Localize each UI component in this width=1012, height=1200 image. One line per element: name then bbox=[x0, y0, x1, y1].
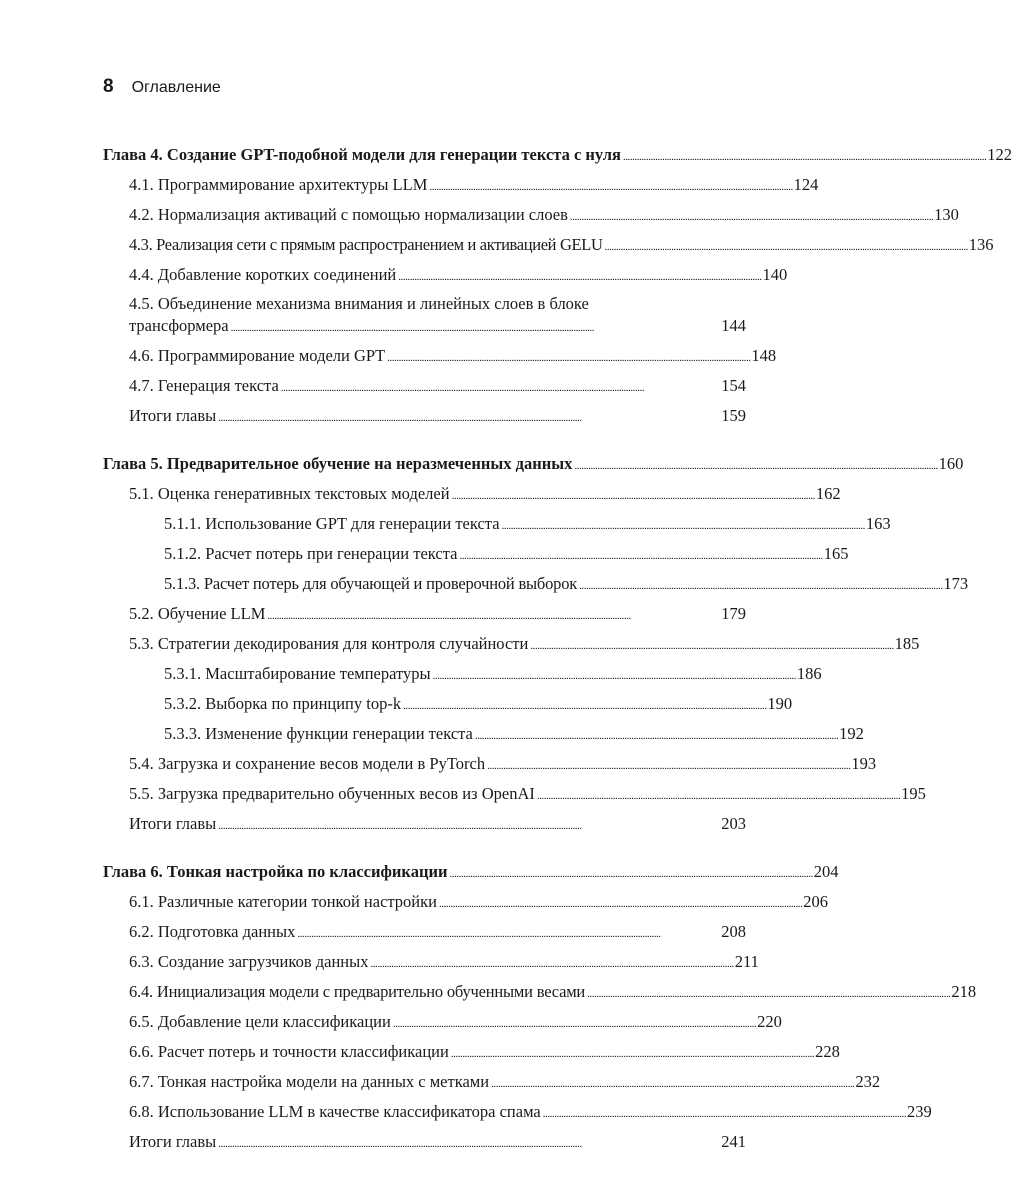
entry-title: Итоги главы bbox=[129, 1132, 217, 1151]
dot-leader bbox=[387, 345, 749, 372]
toc-entry[interactable] bbox=[103, 600, 746, 630]
page-ref: 130 bbox=[934, 205, 959, 224]
dot-leader bbox=[587, 981, 949, 1008]
dot-leader bbox=[218, 405, 719, 432]
dot-leader bbox=[452, 483, 814, 510]
entry-title: 4.3. Реализация сети с прямым распространением и активацией GELU bbox=[129, 235, 603, 254]
chapter-heading[interactable] bbox=[103, 450, 964, 480]
toc-entry[interactable] bbox=[103, 372, 746, 402]
page-ref: 208 bbox=[721, 922, 746, 941]
page-ref: 195 bbox=[901, 784, 926, 803]
entry-title: 5.1.3. Расчет потерь для обучающей и проверочной выборок bbox=[164, 574, 578, 593]
page-ref: 204 bbox=[813, 862, 839, 881]
dot-leader bbox=[297, 921, 719, 948]
page-ref: 190 bbox=[767, 694, 793, 713]
dot-leader bbox=[574, 453, 936, 480]
entry-title: 4.7. Генерация текста bbox=[129, 376, 279, 395]
dot-leader bbox=[579, 573, 941, 600]
toc-entry[interactable] bbox=[103, 540, 849, 570]
toc-entry-wrapped[interactable] bbox=[103, 291, 746, 342]
dot-leader bbox=[449, 861, 811, 888]
page-ref: 228 bbox=[815, 1042, 840, 1061]
entry-title: 5.5. Загрузка предварительно обученных весов из OpenAI bbox=[129, 784, 535, 803]
page-ref: 140 bbox=[762, 265, 788, 284]
entry-title: 4.6. Программирование модели GPT bbox=[129, 346, 386, 365]
toc-entry[interactable] bbox=[103, 810, 746, 840]
dot-leader bbox=[231, 317, 720, 339]
dot-leader bbox=[537, 783, 899, 810]
dot-leader bbox=[433, 663, 795, 690]
page-ref: 136 bbox=[968, 235, 994, 254]
toc-entry[interactable] bbox=[103, 660, 822, 690]
entry-title: 4.4. Добавление коротких соединений bbox=[129, 265, 397, 284]
toc-entry[interactable] bbox=[103, 402, 746, 432]
page-ref: 179 bbox=[721, 604, 746, 623]
chapter-4 bbox=[103, 141, 1012, 432]
entry-title: 5.1.1. Использование GPT для генерации текста bbox=[164, 514, 500, 533]
entry-title: 5.3.3. Изменение функции генерации текста bbox=[164, 724, 473, 743]
entry-title: 6.7. Тонкая настройка модели на данных с метками bbox=[129, 1072, 490, 1091]
entry-title: 5.3. Стратегии декодирования для контроля случайности bbox=[129, 634, 529, 653]
page-ref: 160 bbox=[938, 454, 964, 473]
page-header bbox=[103, 76, 221, 106]
toc-entry[interactable] bbox=[103, 720, 864, 750]
dot-leader bbox=[439, 891, 801, 918]
page-ref: 206 bbox=[803, 892, 828, 911]
page-ref: 165 bbox=[823, 544, 849, 563]
dot-leader bbox=[218, 813, 719, 840]
dot-leader bbox=[393, 1011, 755, 1038]
toc-entry[interactable] bbox=[103, 510, 891, 540]
page-ref: 162 bbox=[815, 484, 841, 503]
entry-title: 6.4. Инициализация модели с предварительно обученными весами bbox=[129, 982, 586, 1001]
entry-title: 6.6. Расчет потерь и точности классификации bbox=[129, 1042, 449, 1061]
page-ref: 218 bbox=[951, 982, 977, 1001]
dot-leader bbox=[475, 723, 837, 750]
dot-leader bbox=[623, 144, 985, 171]
chapter-title: Глава 4. Создание GPT-подобной модели для генерации текста с нуля bbox=[103, 145, 621, 164]
dot-leader bbox=[570, 204, 932, 231]
entry-title-line1: 4.5. Объединение механизма внимания и линейных слоев в блоке bbox=[129, 294, 589, 313]
entry-title: 5.2. Обучение LLM bbox=[129, 604, 266, 623]
page-ref: 144 bbox=[721, 316, 746, 335]
table-of-contents bbox=[103, 141, 1012, 1176]
dot-leader bbox=[487, 753, 849, 780]
entry-title: Итоги главы bbox=[129, 814, 217, 833]
entry-title: 5.3.1. Масштабирование температуры bbox=[164, 664, 431, 683]
dot-leader bbox=[267, 603, 719, 630]
page-ref: 124 bbox=[793, 175, 819, 194]
toc-entry[interactable] bbox=[103, 1038, 840, 1068]
toc-entry[interactable] bbox=[103, 342, 777, 372]
entry-title-line2: трансформера bbox=[129, 316, 229, 335]
dot-leader bbox=[491, 1071, 853, 1098]
dot-leader bbox=[502, 513, 864, 540]
toc-entry[interactable] bbox=[103, 1068, 881, 1098]
toc-entry[interactable] bbox=[103, 978, 977, 1008]
toc-entry-continuation bbox=[129, 315, 746, 339]
dot-leader bbox=[459, 543, 821, 570]
toc-entry[interactable] bbox=[103, 918, 746, 948]
dot-leader bbox=[403, 693, 765, 720]
dot-leader bbox=[398, 264, 760, 291]
page-ref: 239 bbox=[907, 1102, 932, 1121]
toc-entry[interactable] bbox=[103, 888, 828, 918]
page-number: 8 bbox=[103, 76, 114, 97]
toc-entry[interactable] bbox=[103, 1128, 746, 1158]
dot-leader bbox=[543, 1101, 905, 1128]
page-ref: 159 bbox=[721, 406, 746, 425]
page-ref: 122 bbox=[987, 145, 1012, 164]
page-ref: 211 bbox=[734, 952, 759, 971]
toc-entry[interactable] bbox=[103, 570, 969, 600]
entry-title: 6.1. Различные категории тонкой настройки bbox=[129, 892, 437, 911]
page-ref: 148 bbox=[751, 346, 777, 365]
page-ref: 163 bbox=[865, 514, 891, 533]
dot-leader bbox=[370, 951, 732, 978]
chapter-title: Глава 6. Тонкая настройка по классификации bbox=[103, 862, 448, 881]
entry-title: Итоги главы bbox=[129, 406, 217, 425]
running-title: Оглавление bbox=[131, 79, 221, 96]
page-ref: 185 bbox=[894, 634, 920, 653]
page-ref: 192 bbox=[839, 724, 864, 743]
page-ref: 154 bbox=[721, 376, 746, 395]
page-ref: 220 bbox=[757, 1012, 782, 1031]
chapter-5 bbox=[103, 450, 969, 840]
page-ref: 186 bbox=[796, 664, 822, 683]
toc-entry[interactable] bbox=[103, 780, 926, 810]
entry-title: 6.8. Использование LLM в качестве классификатора спама bbox=[129, 1102, 541, 1121]
toc-entry[interactable] bbox=[103, 630, 920, 660]
chapter-title: Глава 5. Предварительное обучение на неразмеченных данных bbox=[103, 454, 573, 473]
entry-title: 5.1.2. Расчет потерь при генерации текста bbox=[164, 544, 458, 563]
entry-title: 6.3. Создание загрузчиков данных bbox=[129, 952, 369, 971]
toc-entry[interactable] bbox=[103, 480, 841, 510]
chapter-heading[interactable] bbox=[103, 858, 839, 888]
entry-title: 4.1. Программирование архитектуры LLM bbox=[129, 175, 428, 194]
toc-entry[interactable] bbox=[103, 231, 994, 261]
page-ref: 232 bbox=[855, 1072, 881, 1091]
toc-entry[interactable] bbox=[103, 750, 877, 780]
page-ref: 203 bbox=[721, 814, 746, 833]
chapter-6 bbox=[103, 858, 977, 1158]
toc-entry[interactable] bbox=[103, 690, 793, 720]
toc-entry[interactable] bbox=[103, 1098, 932, 1128]
dot-leader bbox=[429, 174, 791, 201]
page-ref: 173 bbox=[943, 574, 969, 593]
toc-entry[interactable] bbox=[103, 261, 788, 291]
chapter-heading[interactable] bbox=[103, 141, 1012, 171]
entry-title: 6.5. Добавление цели классификации bbox=[129, 1012, 391, 1031]
toc-entry[interactable] bbox=[103, 201, 959, 231]
page-ref: 193 bbox=[851, 754, 877, 773]
entry-title: 5.1. Оценка генеративных текстовых моделей bbox=[129, 484, 450, 503]
dot-leader bbox=[218, 1131, 719, 1158]
toc-entry[interactable] bbox=[103, 948, 759, 978]
dot-leader bbox=[451, 1041, 813, 1068]
page-ref: 241 bbox=[721, 1132, 746, 1151]
toc-entry[interactable] bbox=[103, 1008, 782, 1038]
toc-entry[interactable] bbox=[103, 171, 819, 201]
entry-title: 5.3.2. Выборка по принципу top-k bbox=[164, 694, 402, 713]
dot-leader bbox=[281, 375, 719, 402]
entry-title: 6.2. Подготовка данных bbox=[129, 922, 296, 941]
entry-title: 4.2. Нормализация активаций с помощью нормализации слоев bbox=[129, 205, 568, 224]
entry-title: 5.4. Загрузка и сохранение весов модели в PyTorch bbox=[129, 754, 486, 773]
dot-leader bbox=[530, 633, 892, 660]
dot-leader bbox=[605, 234, 967, 261]
